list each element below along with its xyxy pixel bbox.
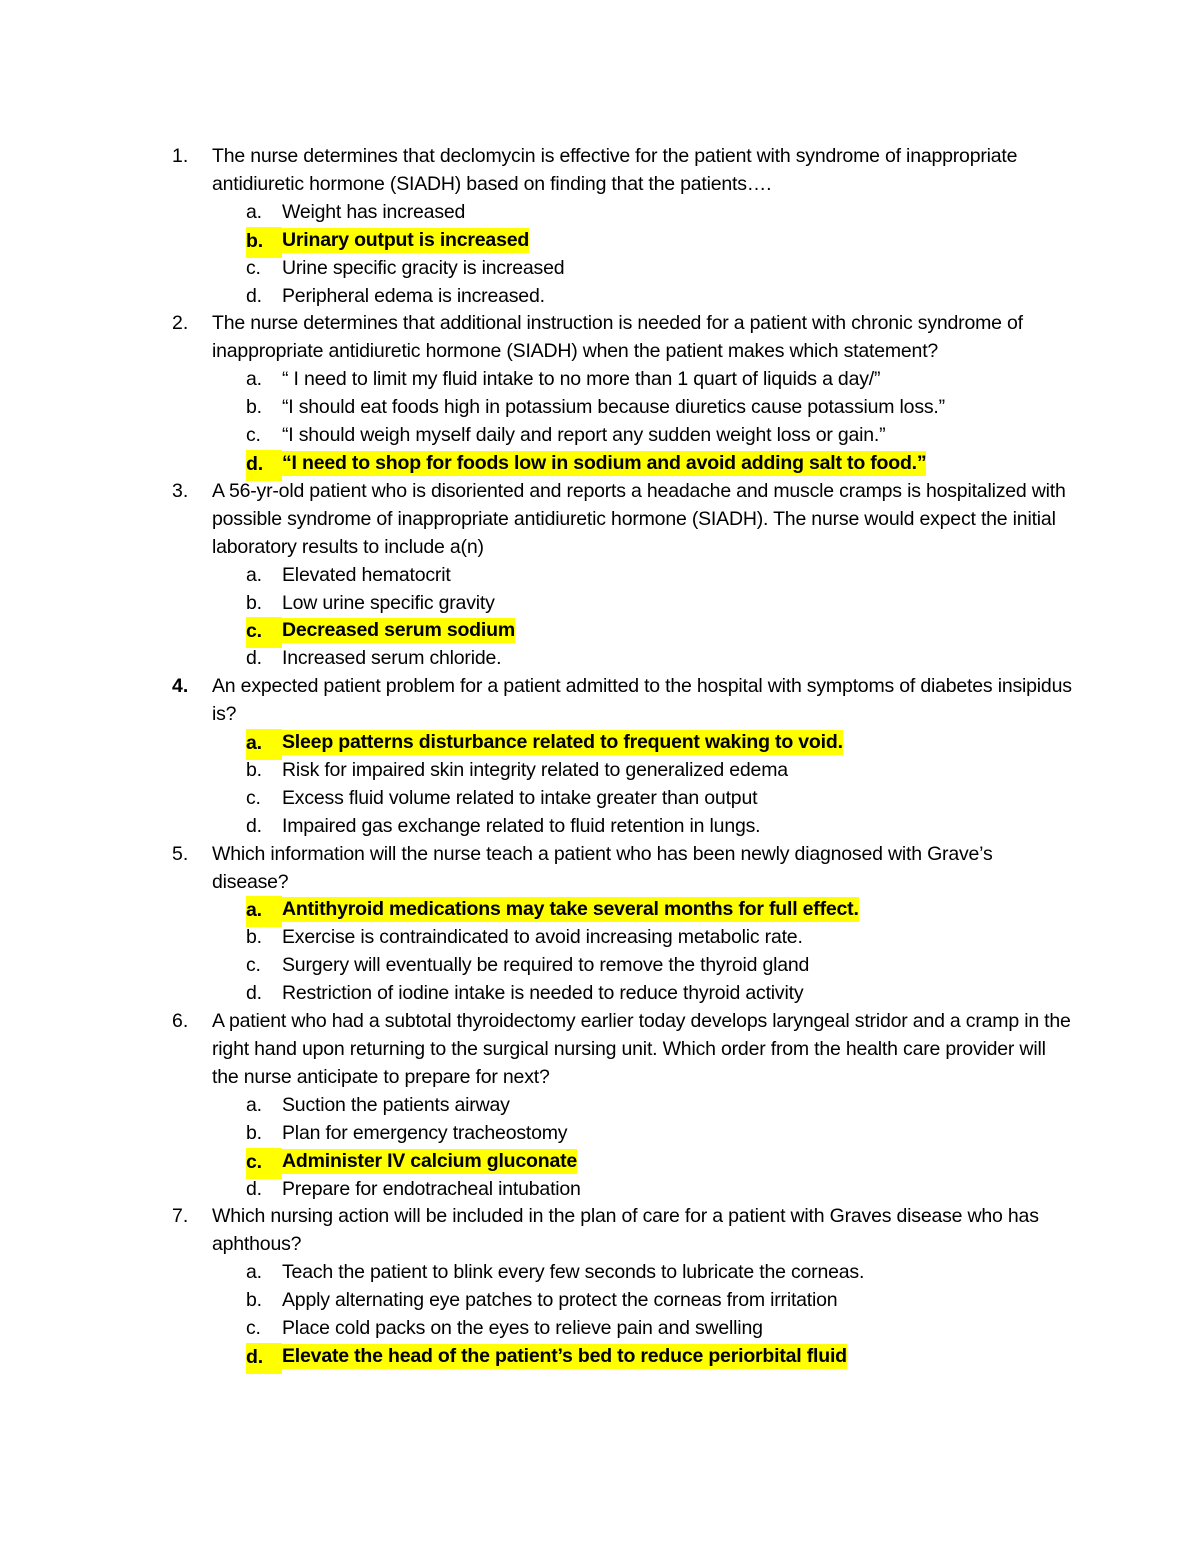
answer-option (212, 952, 1072, 980)
answer-option-correct (212, 729, 1072, 757)
option-text-highlighted: Antithyroid medications may take several months for full effect. (282, 898, 859, 921)
option-text-highlighted: Urinary output is increased (282, 228, 530, 251)
answer-options (212, 366, 1072, 478)
answer-options (212, 896, 1072, 1008)
option-letter: c. (246, 786, 261, 809)
question-text: The nurse determines that declomycin is effective for the patient with syndrome of inappropriate antidiuretic hormone (SIADH) based on finding that the patients…. (212, 145, 1018, 195)
question-text: Which nursing action will be included in the plan of care for a patient with Graves disease who has aphthous? (212, 1205, 1039, 1256)
option-letter: b. (246, 396, 262, 419)
answer-option-correct (212, 450, 1072, 478)
option-text: Peripheral edema is increased. (282, 284, 545, 307)
answer-option (212, 980, 1072, 1008)
answer-option (212, 1315, 1072, 1343)
question-2 (172, 310, 1072, 477)
question-number: 3. (172, 479, 189, 502)
option-text: Low urine specific gravity (282, 591, 495, 614)
question-number: 7. (172, 1205, 189, 1228)
option-text: Exercise is contraindicated to avoid increasing metabolic rate. (282, 926, 803, 949)
answer-option (212, 590, 1072, 618)
question-text: The nurse determines that additional instruction is needed for a patient with chronic syndrome of inappropriate antidiuretic hormone (SIADH) when the patient makes which statement? (212, 312, 1023, 363)
question-number: 6. (172, 1010, 189, 1033)
option-letter: d. (246, 814, 262, 837)
option-text: Weight has increased (282, 200, 466, 223)
option-text: Impaired gas exchange related to fluid retention in lungs. (282, 814, 761, 837)
option-letter: d. (246, 284, 262, 307)
question-4 (172, 673, 1072, 840)
option-text: Increased serum chloride. (282, 647, 502, 670)
option-text: Prepare for endotracheal intubation (282, 1177, 581, 1200)
option-text-highlighted: Decreased serum sodium (282, 619, 515, 642)
option-letter: b. (246, 227, 282, 258)
answer-option-correct (212, 617, 1072, 645)
question-text: A patient who had a subtotal thyroidectomy earlier today develops laryngeal stridor and a cramp in the right hand upon returning to the surgical nursing unit. Which order from the health care provider will the nurse anticipate to prepare for next? (212, 1010, 1071, 1088)
option-text: “I should eat foods high in potassium because diuretics cause potassium loss.” (282, 396, 945, 419)
answer-option (212, 813, 1072, 841)
question-number: 2. (172, 312, 189, 335)
answer-option-correct (212, 896, 1072, 924)
question-text: An expected patient problem for a patient admitted to the hospital with symptoms of diabetes insipidus is? (212, 675, 1072, 726)
question-number: 1. (172, 145, 189, 167)
option-text-highlighted: Sleep patterns disturbance related to frequent waking to void. (282, 731, 843, 754)
answer-option (212, 757, 1072, 785)
answer-option (212, 1259, 1072, 1287)
option-letter: a. (246, 729, 282, 760)
answer-options (212, 729, 1072, 841)
question-1 (172, 143, 1072, 310)
option-letter: b. (246, 1289, 262, 1312)
question-text: Which information will the nurse teach a patient who has been newly diagnosed with Grave’s disease? (212, 842, 993, 893)
question-list (172, 143, 1072, 1371)
answer-option (212, 255, 1072, 283)
question-number: 4. (172, 675, 189, 698)
answer-option (212, 199, 1072, 227)
option-letter: c. (246, 617, 282, 648)
option-text: Excess fluid volume related to intake greater than output (282, 786, 758, 809)
question-5 (172, 841, 1072, 1008)
option-text: Surgery will eventually be required to remove the thyroid gland (282, 954, 810, 977)
answer-option (212, 283, 1072, 311)
answer-options (212, 562, 1072, 674)
question-7 (172, 1203, 1072, 1370)
answer-option (212, 422, 1072, 450)
option-letter: a. (246, 368, 262, 391)
option-letter: b. (246, 758, 262, 781)
option-letter: b. (246, 591, 262, 614)
option-letter: a. (246, 200, 262, 223)
option-letter: c. (246, 424, 261, 447)
answer-option (212, 924, 1072, 952)
option-letter: d. (246, 450, 282, 481)
option-text: Place cold packs on the eyes to relieve pain and swelling (282, 1317, 763, 1340)
option-text: Risk for impaired skin integrity related to generalized edema (282, 758, 788, 781)
option-letter: d. (246, 647, 262, 670)
option-letter: b. (246, 1121, 262, 1144)
option-text: “ I need to limit my fluid intake to no more than 1 quart of liquids a day/” (282, 368, 881, 391)
question-6 (172, 1008, 1072, 1203)
option-letter: a. (246, 563, 262, 586)
answer-option (212, 785, 1072, 813)
answer-options (212, 1259, 1072, 1371)
answer-option (212, 645, 1072, 673)
option-letter: c. (246, 954, 261, 977)
question-3 (172, 478, 1072, 673)
option-text-highlighted: “I need to shop for foods low in sodium and avoid adding salt to food.” (282, 451, 927, 474)
answer-options (212, 1092, 1072, 1204)
option-letter: d. (246, 1177, 262, 1200)
option-text: Elevated hematocrit (282, 563, 451, 586)
answer-option (212, 394, 1072, 422)
answer-option (212, 1120, 1072, 1148)
option-letter: d. (246, 1343, 282, 1374)
option-text: Suction the patients airway (282, 1093, 510, 1116)
option-text: Teach the patient to blink every few seconds to lubricate the corneas. (282, 1261, 865, 1284)
option-text: Restriction of iodine intake is needed to reduce thyroid activity (282, 982, 804, 1005)
option-text: “I should weigh myself daily and report any sudden weight loss or gain.” (282, 424, 886, 447)
option-text: Plan for emergency tracheostomy (282, 1121, 568, 1144)
option-letter: b. (246, 926, 262, 949)
option-letter: c. (246, 1148, 282, 1179)
answer-option (212, 562, 1072, 590)
option-text: Apply alternating eye patches to protect the corneas from irritation (282, 1289, 838, 1312)
option-letter: a. (246, 1261, 262, 1284)
question-text: A 56-yr-old patient who is disoriented and reports a headache and muscle cramps is hospitalized with possible syndrome of inappropriate antidiuretic hormone (SIADH). The nurse would expect the initial laboratory results to include a(n) (212, 479, 1066, 558)
option-text: Urine specific gracity is increased (282, 256, 565, 279)
answer-option (212, 1176, 1072, 1204)
answer-option-correct (212, 1148, 1072, 1176)
answer-option (212, 1092, 1072, 1120)
option-letter: d. (246, 982, 262, 1005)
answer-option-correct (212, 227, 1072, 255)
answer-options (212, 199, 1072, 311)
answer-option (212, 366, 1072, 394)
option-letter: a. (246, 1093, 262, 1116)
answer-option (212, 1287, 1072, 1315)
option-text-highlighted: Administer IV calcium gluconate (282, 1149, 578, 1172)
option-letter: c. (246, 1317, 261, 1340)
question-number: 5. (172, 842, 189, 865)
option-letter: c. (246, 256, 261, 279)
option-text-highlighted: Elevate the head of the patient’s bed to reduce periorbital fluid (282, 1344, 847, 1367)
option-letter: a. (246, 896, 282, 927)
answer-option-correct (212, 1343, 1072, 1371)
